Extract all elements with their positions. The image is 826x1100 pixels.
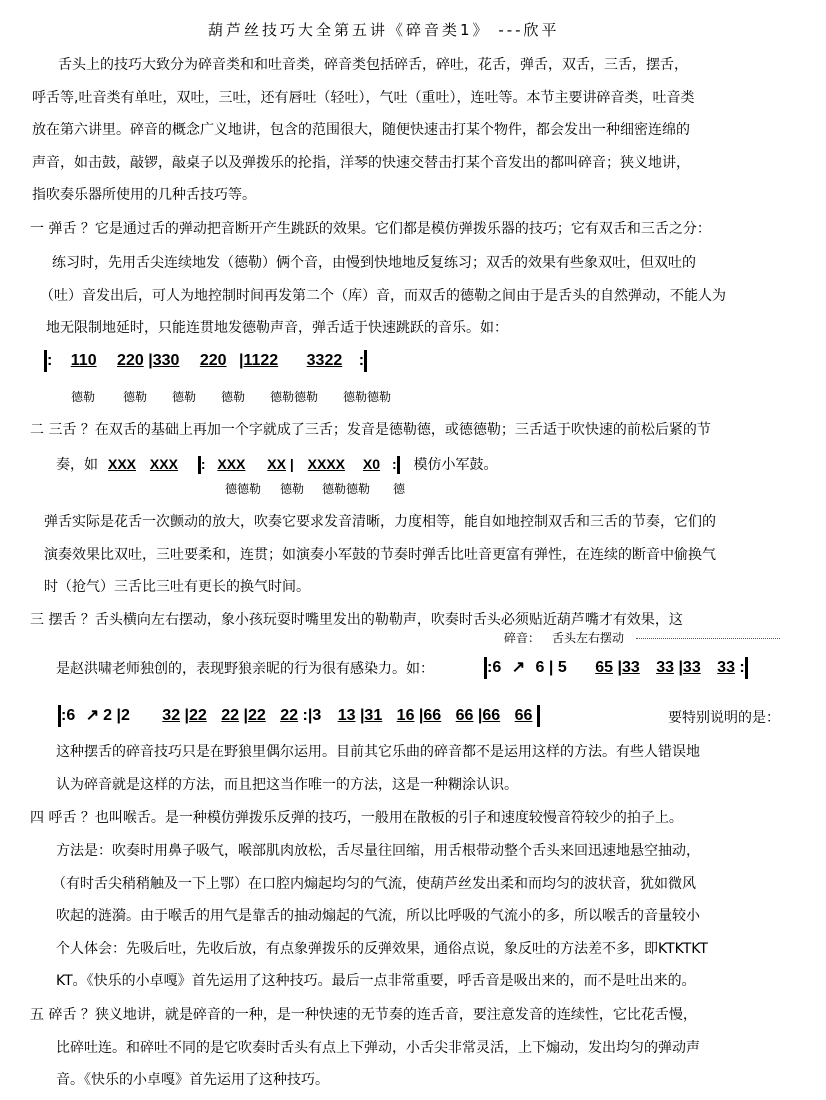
section-4-line: 方法是：吹奏时用鼻子吸气，喉部肌肉放松，舌尽量往回缩，用舌根带动整个舌头来回迅速地悬空抽动， bbox=[56, 843, 700, 859]
section-4-line: （有时舌尖稍稍触及一下上鄂）在口腔内煽起均匀的气流，使葫芦丝发出柔和而均匀的波状音，犹如微风 bbox=[52, 876, 696, 892]
note: 220 bbox=[199, 352, 227, 370]
note: 110 bbox=[70, 352, 97, 370]
intro-line: 指吹奏乐器所使用的几种舌技巧等。 bbox=[32, 187, 256, 203]
section-3-heading: 三 摆舌 ？舌头横向左右摆动，象小孩玩耍时嘴里发出的勒勒声，吹奏时舌头必须贴近葫芦嘴才有效果，这 bbox=[30, 612, 683, 628]
section-5-line: 比碎吐连。和碎吐不同的是它吹奏时舌头有点上下弹动，小舌尖非常灵活，上下煽动，发出均匀的弹动声 bbox=[56, 1040, 700, 1056]
section-1-line: （吐）音发出后，可人为地控制时间再发第二个（库）音，而双舌的德勒之间由于是舌头的自然弹动，不能人为 bbox=[40, 288, 726, 304]
intro-line: 放在第六讲里。碎音的概念广义地讲，包含的范围很大，随便快速击打某个物件，都会发出一种细密连绵的 bbox=[32, 122, 690, 138]
section-1-heading: 一 弹舌 ？它是通过舌的弹动把音断开产生跳跃的效果。它们都是模仿弹拨乐器的技巧；它有双舌和三舌之分： bbox=[30, 221, 711, 237]
section-4-line: KT。《快乐的小卓嘎》首先运用了这种技巧。最后一点非常重要，呼舌音是吸出来的，而不是吐出来的。 bbox=[56, 973, 696, 989]
notation-line-2: XXX XXX : XXX XX | XXXX X0 : 模仿小军鼓。 bbox=[108, 456, 498, 473]
section-1-line: 练习时，先用舌尖连续地发（德勒）俩个音，由慢到快地地反复练习；双舌的效果有些象双吐，但双吐的 bbox=[52, 255, 696, 271]
section-5-heading: 五 碎舌 ？狭义地讲，就是碎音的一种，是一种快速的无节奏的连舌音，要注意发音的连续性，它比花舌慢， bbox=[30, 1007, 697, 1023]
syllable: 德勒德勒 bbox=[322, 482, 371, 496]
section-2-line: 奏，如 bbox=[56, 457, 98, 473]
syllable: 德勒 bbox=[172, 390, 197, 404]
section-5-line: 音。《快乐的小卓嘎》首先运用了这种技巧。 bbox=[56, 1072, 329, 1088]
section-4-line: 个人体会：先吸后吐，先收后放，有点象弹拨乐的反弹效果，通俗点说，象反吐的方法差不多，即KTKTKT bbox=[56, 941, 708, 957]
note: 3322 bbox=[306, 352, 343, 370]
section-4-heading: 四 呼舌 ？也叫喉舌。是一种模仿弹拨乐反弹的技巧，一般用在散板的引子和速度较慢音符较少的拍子上。 bbox=[30, 810, 683, 826]
section-3-line: 是赵洪啸老师独创的，表现野狼亲昵的行为很有感染力。如： bbox=[56, 661, 434, 677]
special-note-label: 要特别说明的是： bbox=[668, 710, 780, 726]
section-3-line: 认为碎音就是这样的方法，而且把这当作唯一的方法，这是一种糊涂认识。 bbox=[56, 777, 518, 793]
section-1-line: 地无限制地延时，只能连贯地发德勒声音，弹舌适于快速跳跃的音乐。如： bbox=[46, 320, 508, 336]
notation-line-3: :6 ↗ 6 | 5 65 |33 33 |33 33 : bbox=[484, 657, 748, 679]
section-4-line: 吹起的涟漪。由于喉舌的用气是靠舌的抽动煽起的气流，所以比呼吸的气流小的多，所以喉舌的音量较小 bbox=[56, 908, 700, 924]
section-3-line: 这种摆舌的碎音技巧只是在野狼里偶尔运用。目前其它乐曲的碎音都不是运用这样的方法。有些人错误地 bbox=[56, 744, 700, 760]
end-repeat-bar bbox=[364, 350, 367, 372]
section-2-heading: 二 三舌 ？在双舌的基础上再加一个字就成了三舌；发音是德勒德，或德德勒；三舌适于吹快速的前松后紧的节 bbox=[30, 422, 711, 438]
syllable: 德勒德勒 bbox=[270, 390, 319, 404]
syllable: 德德勒 bbox=[225, 482, 262, 496]
page-title: 葫芦丝技巧大全第五讲《碎音类1》 ---欣平 bbox=[208, 21, 560, 39]
syllable: 德勒 bbox=[123, 390, 148, 404]
syllable: 德勒 bbox=[71, 390, 96, 404]
section-2-line: 演奏效果比双吐，三吐要柔和，连贯；如演奏小军鼓的节奏时弹舌比吐音更富有弹性，在连续的断音中偷换气 bbox=[44, 547, 716, 563]
intro-line: 舌头上的技巧大致分为碎音类和和吐音类，碎音类包括碎舌，碎吐，花舌，弹舌，双舌，三舌，摆舌， bbox=[58, 57, 688, 73]
sui-yin-label: 舌头左右摆动 bbox=[552, 631, 625, 645]
intro-line: 声音，如击鼓，敲锣，敲桌子以及弹拨乐的抡指，洋琴的快速交替击打某个音发出的都叫碎音；狭义地讲， bbox=[32, 155, 690, 171]
notation-line-1: : 110 220 |330 220 |1122 3322 : bbox=[44, 350, 367, 372]
syllable: 德勒 bbox=[280, 482, 305, 496]
dotted-extension bbox=[636, 638, 780, 639]
note: 330 bbox=[152, 352, 180, 370]
syllable: 德勒 bbox=[221, 390, 246, 404]
note: 1122 bbox=[243, 352, 279, 370]
note: 220 bbox=[117, 352, 144, 370]
notation-line-4: :6 ↗ 2 |2 32 |22 22 |22 22 :|3 13 |31 16 |66 66 |66 66 bbox=[58, 705, 540, 727]
sui-yin-label: 碎音： bbox=[504, 631, 541, 645]
section-2-line: 时（抢气）三舌比三吐有更长的换气时间。 bbox=[44, 579, 310, 595]
section-2-line: 弹舌实际是花舌一次颤动的放大，吹奏它要求发音清晰，力度相等，能自如地控制双舌和三舌的节奏，它们的 bbox=[44, 514, 716, 530]
syllable: 德 bbox=[393, 482, 406, 496]
intro-line: 呼舌等,吐音类有单吐，双吐，三吐，还有唇吐（轻吐），气吐（重吐），连吐等。本节主要讲碎音类，吐音类 bbox=[32, 90, 695, 106]
syllable: 德勒德勒 bbox=[343, 390, 392, 404]
